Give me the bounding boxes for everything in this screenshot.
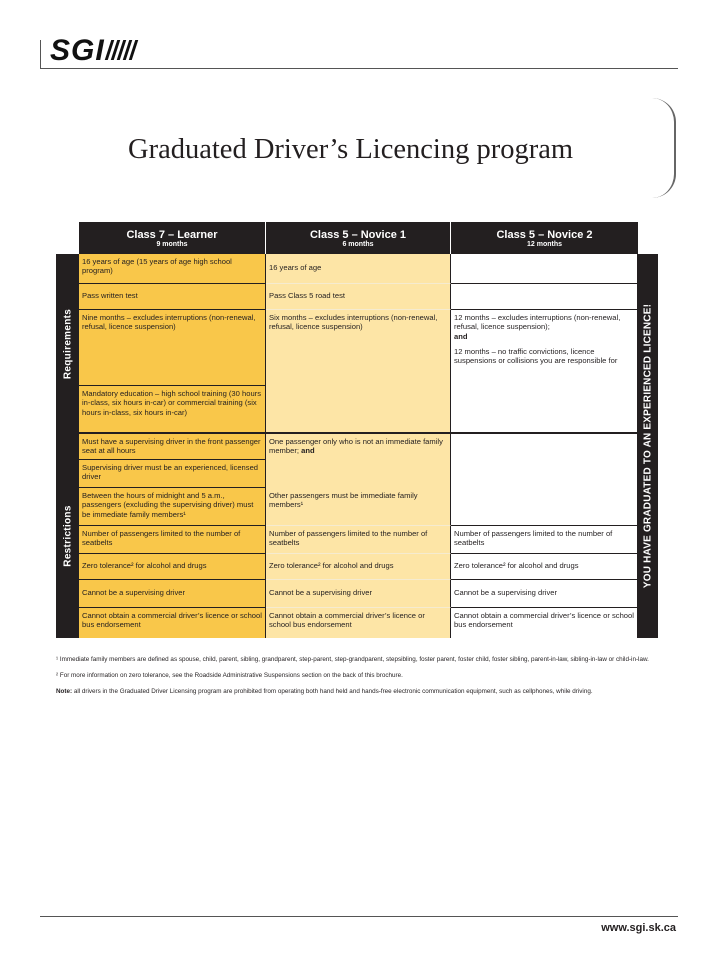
- col-header-learner: Class 7 – Learner 9 months: [79, 222, 265, 254]
- footnote-2: ² For more information on zero tolerance, see the Roadside Administrative Suspensions section on the back of this brochure.: [56, 672, 403, 680]
- res-family-novice1: Other passengers must be immediate family members¹: [266, 488, 451, 526]
- req-duration-novice1: Six months – excludes interruptions (non-renewal, refusal, licence suspension): [266, 310, 451, 386]
- res-nosupervise-learner: Cannot be a supervising driver: [79, 580, 266, 608]
- res-seatbelts-novice2: Number of passengers limited to the number of seatbelts: [451, 526, 638, 554]
- req-test-novice1: Pass Class 5 road test: [266, 284, 451, 310]
- res-commercial-learner: Cannot obtain a commercial driver’s licence or school bus endorsement: [79, 608, 266, 638]
- note-label: Note:: [56, 688, 73, 696]
- res-passenger-novice1-text: One passenger only who is not an immediate family member;: [269, 437, 443, 456]
- col-header-novice2: Class 5 – Novice 2 12 months: [451, 222, 638, 254]
- graduated-banner: YOU HAVE GRADUATED TO AN EXPERIENCED LICENCE!: [638, 254, 658, 638]
- res-experienced-learner: Supervising driver must be an experienced, licensed driver: [79, 460, 266, 488]
- req-age-learner: 16 years of age (15 years of age high school program): [79, 254, 266, 284]
- section-label-restrictions: Restrictions: [56, 434, 79, 638]
- req-education-learner: Mandatory education – high school training (30 hours in-class, six hours in-car) or commercial training (six hours in-class, six hours in-car): [79, 386, 266, 434]
- req-test-learner: Pass written test: [79, 284, 266, 310]
- footnote-note: [56, 688, 656, 696]
- req-duration-novice2-part2: 12 months – no traffic convictions, licence suspensions or collisions you are responsible for: [454, 346, 618, 365]
- res-zero-novice1: Zero tolerance² for alcohol and drugs: [266, 554, 451, 580]
- section-label-requirements: Requirements: [56, 254, 79, 434]
- req-duration-learner: Nine months – excludes interruptions (non-renewal, refusal, licence suspension): [79, 310, 266, 386]
- req-duration-novice2-and: and: [454, 331, 468, 341]
- note-text: all drivers in the Graduated Driver Licensing program are prohibited from operating both hand held and hands-free electronic communication equipment, such as cellphones, while driving.: [73, 688, 593, 696]
- res-commercial-novice2: Cannot obtain a commercial driver’s licence or school bus endorsement: [451, 608, 638, 638]
- footnote-1: ¹ Immediate family members are defined as spouse, child, parent, sibling, grandparent, step-parent, step-grandparent, stepsibling, foster parent, foster child, foster sibling, parent-in-law, sibling-in-law or child-in-law.: [56, 656, 649, 663]
- res-midnight-learner: Between the hours of midnight and 5 a.m., passengers (excluding the supervising driver) must be immediate family members¹: [79, 488, 266, 526]
- gdl-table: [56, 222, 658, 638]
- header-rule: [40, 68, 678, 69]
- footer-rule: [40, 916, 678, 917]
- res-supervisor-learner: Must have a supervising driver in the front passenger seat at all hours: [79, 434, 266, 460]
- res-commercial-novice1: Cannot obtain a commercial driver’s licence or school bus endorsement: [266, 608, 451, 638]
- req-duration-novice2-part1: 12 months – excludes interruptions (non-renewal, refusal, licence suspension);: [454, 313, 621, 332]
- footnotes: [56, 656, 656, 705]
- footer-url: www.sgi.sk.ca: [601, 922, 676, 934]
- res-zero-learner: Zero tolerance² for alcohol and drugs: [79, 554, 266, 580]
- page-title: Graduated Driver’s Licencing program: [128, 134, 574, 165]
- res-nosupervise-novice1: Cannot be a supervising driver: [266, 580, 451, 608]
- req-education-novice1: [266, 386, 451, 434]
- res-zero-novice2: Zero tolerance² for alcohol and drugs: [451, 554, 638, 580]
- req-age-novice2: [451, 254, 638, 284]
- col-header-novice1: Class 5 – Novice 1 6 months: [266, 222, 450, 254]
- res-blank-novice2: [451, 434, 638, 526]
- res-seatbelts-novice1: Number of passengers limited to the number of seatbelts: [266, 526, 451, 554]
- header-tick: [40, 40, 41, 68]
- res-seatbelts-learner: Number of passengers limited to the number of seatbelts: [79, 526, 266, 554]
- req-test-novice2: [451, 284, 638, 310]
- logo-bars-icon: [108, 40, 135, 60]
- req-duration-novice2: [451, 310, 638, 434]
- res-nosupervise-novice2: Cannot be a supervising driver: [451, 580, 638, 608]
- req-age-novice1: 16 years of age: [266, 254, 451, 284]
- title-bracket: [652, 98, 676, 198]
- res-passenger-novice1-and: and: [301, 446, 315, 456]
- res-passenger-novice1: [266, 434, 451, 488]
- sgi-logo: SGI: [50, 34, 105, 67]
